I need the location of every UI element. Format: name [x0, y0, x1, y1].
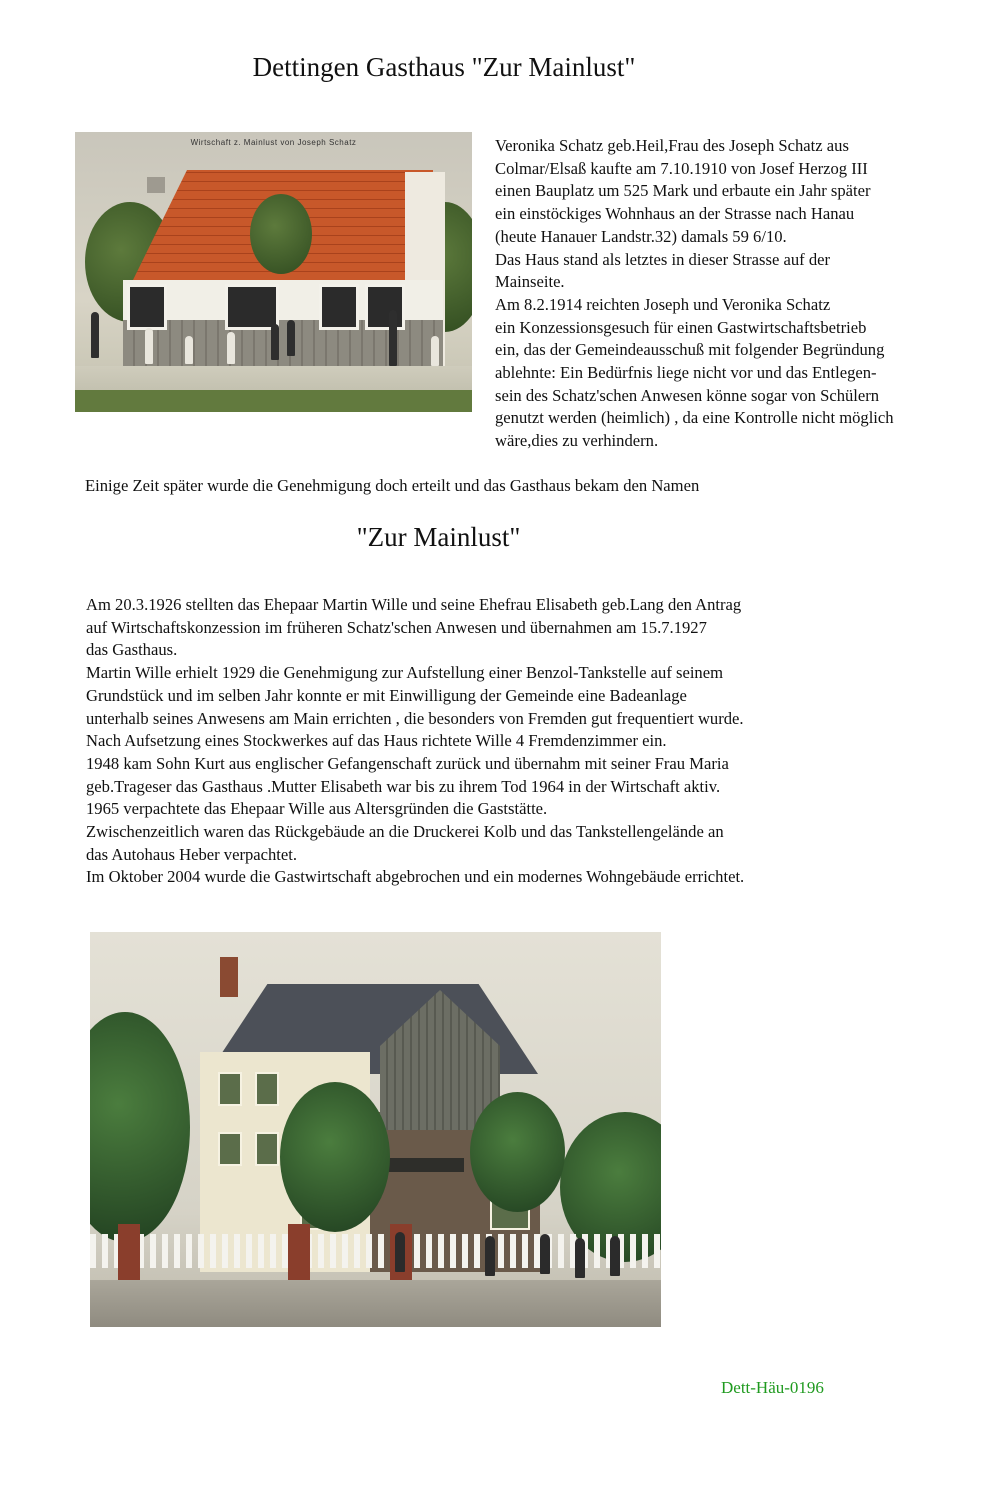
- person: [610, 1236, 620, 1276]
- text-line: ablehnte: Ein Bedürfnis liege nicht vor und das Entlegen-: [495, 363, 877, 383]
- window: [255, 1132, 279, 1166]
- text-line: ein Konzessionsgesuch für einen Gastwirtschaftsbetrieb: [495, 317, 867, 337]
- history-text: [86, 594, 744, 889]
- person: [485, 1236, 495, 1276]
- person: [287, 320, 295, 356]
- photo-gasthaus-early: [75, 132, 472, 412]
- street: [90, 1280, 661, 1327]
- text-line: ein einstöckiges Wohnhaus an der Strasse nach Hanau: [495, 204, 855, 224]
- grass-strip: [75, 390, 472, 412]
- intro-closing-line: Einige Zeit später wurde die Genehmigung doch erteilt und das Gasthaus bekam den Namen: [85, 476, 700, 495]
- person: [91, 312, 99, 358]
- window: [365, 284, 405, 330]
- page-title: Dettingen Gasthaus "Zur Mainlust": [252, 52, 636, 82]
- person: [271, 324, 279, 360]
- text-line: Nach Aufsetzung eines Stockwerkes auf das Haus richtete Wille 4 Fremdenzimmer ein.: [86, 731, 667, 751]
- text-line: genutzt werden (heimlich) , da eine Kontrolle nicht möglich: [495, 408, 894, 428]
- tree: [470, 1092, 565, 1212]
- person: [575, 1238, 585, 1278]
- person: [431, 336, 439, 366]
- text-line: Das Haus stand als letztes in dieser Strasse auf der: [495, 249, 831, 269]
- person: [185, 336, 193, 364]
- text-line: (heute Hanauer Landstr.32) damals 59 6/10.: [495, 226, 787, 246]
- text-line: 1965 verpachtete das Ehepaar Wille aus Altersgründen die Gaststätte.: [86, 799, 548, 819]
- text-line: 1948 kam Sohn Kurt aus englischer Gefangenschaft zurück und übernahm mit seiner Frau Maria: [86, 753, 729, 773]
- person: [145, 328, 153, 364]
- person: [389, 310, 397, 366]
- footer-code: Dett-Häu-0196: [721, 1378, 824, 1397]
- text-line: geb.Trageser das Gasthaus .Mutter Elisabeth war bis zu ihrem Tod 1964 in der Wirtschaft aktiv.: [86, 776, 721, 796]
- window: [218, 1132, 242, 1166]
- text-line: Am 8.2.1914 reichten Joseph und Veronika Schatz: [495, 294, 831, 314]
- tree: [250, 194, 312, 274]
- text-line: Mainseite.: [495, 272, 565, 292]
- text-line: Im Oktober 2004 wurde die Gastwirtschaft abgebrochen und ein modernes Wohngebäude errichtet.: [86, 867, 745, 887]
- text-line: ein, das der Gemeindeausschuß mit folgender Begründung: [495, 340, 885, 360]
- text-line: sein des Schatz'schen Anwesen könne sogar von Schülern: [495, 385, 880, 405]
- photo-gasthaus-later: [90, 932, 661, 1327]
- person: [540, 1234, 550, 1274]
- text-line: Grundstück und im selben Jahr konnte er mit Einwilligung der Gemeinde eine Badeanlage: [86, 685, 687, 705]
- text-line: Colmar/Elsaß kaufte am 7.10.1910 von Josef Herzog III: [495, 158, 868, 178]
- text-line: Am 20.3.1926 stellten das Ehepaar Martin Wille und seine Ehefrau Elisabeth geb.Lang den Antrag: [86, 595, 742, 614]
- intro-text: [495, 135, 894, 453]
- text-line: das Gasthaus.: [86, 640, 178, 660]
- text-line: unterhalb seines Anwesens am Main errichten , die besonders von Fremden gut frequentiert wurde.: [86, 708, 744, 728]
- window: [127, 284, 167, 330]
- chimney: [220, 957, 238, 997]
- text-line: Martin Wille erhielt 1929 die Genehmigung zur Aufstellung einer Benzol-Tankstelle auf seinem: [86, 663, 724, 683]
- person: [395, 1232, 405, 1272]
- text-line: auf Wirtschaftskonzession im früheren Schatz'schen Anwesen und übernahmen am 15.7.1927: [86, 617, 707, 637]
- person: [227, 332, 235, 364]
- chimney: [147, 177, 165, 193]
- text-line: Veronika Schatz geb.Heil,Frau des Joseph Schatz aus: [495, 136, 849, 155]
- window: [218, 1072, 242, 1106]
- photo-caption: Wirtschaft z. Mainlust von Joseph Schatz: [190, 138, 357, 147]
- text-line: Zwischenzeitlich waren das Rückgebäude an die Druckerei Kolb und das Tankstellengelände an: [86, 822, 724, 842]
- text-line: einen Bauplatz um 525 Mark und erbaute ein Jahr später: [495, 181, 871, 201]
- text-line: wäre,dies zu verhindern.: [495, 431, 659, 451]
- text-line: das Autohaus Heber verpachtet.: [86, 844, 298, 864]
- tree: [90, 1012, 190, 1242]
- section-subtitle: "Zur Mainlust": [356, 522, 521, 552]
- window: [255, 1072, 279, 1106]
- window: [319, 284, 359, 330]
- fence-post: [288, 1224, 310, 1282]
- fence-post: [118, 1224, 140, 1282]
- window: [225, 284, 279, 330]
- tree: [280, 1082, 390, 1232]
